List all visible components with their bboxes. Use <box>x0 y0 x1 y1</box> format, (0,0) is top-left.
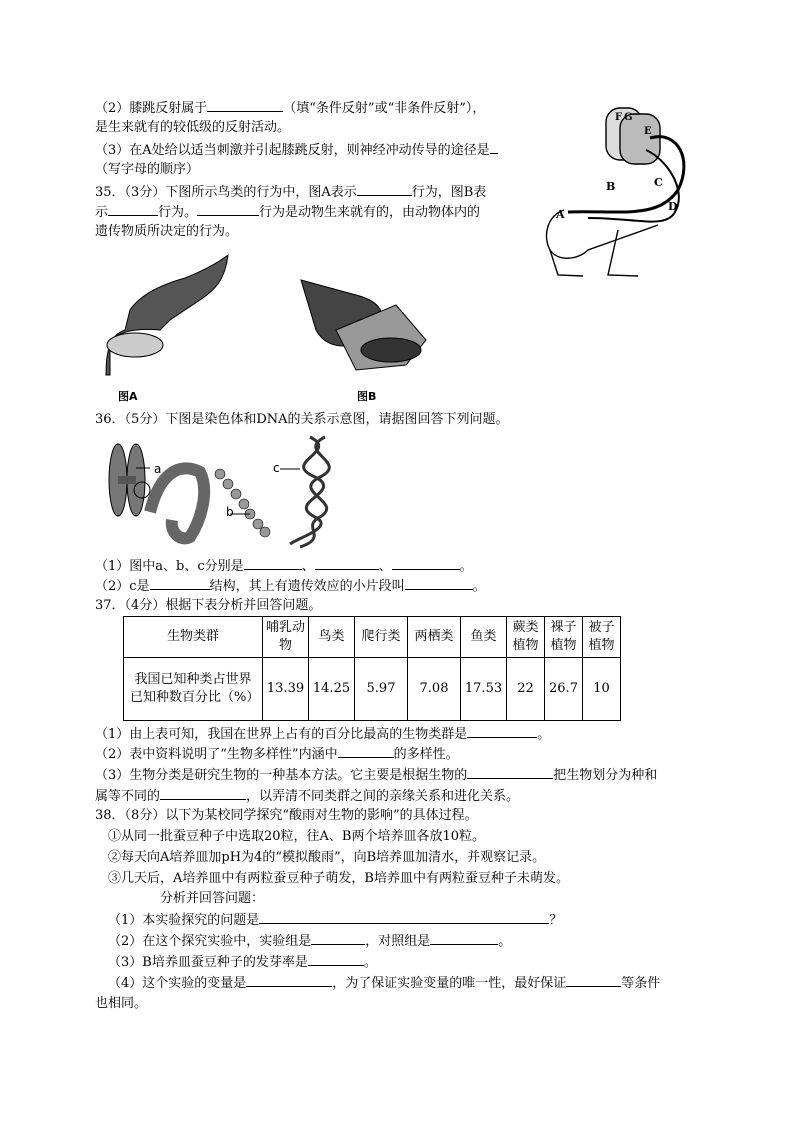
q38-q4: （4）这个实验的变量是 ，为了保证实验变量的唯一性，最好保证 等条件 <box>108 973 660 994</box>
answer-blank[interactable] <box>246 973 332 987</box>
q37-q1: （1）由上表可知，我国在世界上占有的百分比最高的生物类群是 。 <box>95 724 550 745</box>
answer-blank[interactable] <box>160 786 246 800</box>
q38-analysis: 分析并回答问题： <box>160 891 265 906</box>
q35-line-1: 35．（3分）下图所示鸟类的行为中，图A表示 行为，图B表 <box>95 182 486 203</box>
q38-q4-cont: 也相同。 <box>95 996 148 1011</box>
chromosome-dna-figure <box>100 432 345 552</box>
caption-figure-a: 图A <box>118 390 138 403</box>
q38-q3: （3）B培养皿蚕豆种子的发芽率是 。 <box>108 952 377 973</box>
q38-step-1: ①从同一批蚕豆种子中选取20粒，往A、B两个培养皿各放10粒。 <box>108 829 486 844</box>
q37-q3-cont: 属等不同的 ，以弄清不同类群之间的亲缘关系和进化关系。 <box>95 786 519 807</box>
table-cell: 我国已知种类占世界已知种数百分比（%） <box>124 658 263 721</box>
q34-line-3: 是生来就有的较低级的反射活动。 <box>95 120 291 135</box>
answer-blank[interactable] <box>490 140 498 154</box>
table-cell: 14.25 <box>309 658 355 721</box>
label-d: D <box>668 200 678 213</box>
q38-q2: （2）在这个探究实验中，实验组是 ，对照组是 。 <box>108 931 511 952</box>
label-a: A <box>556 208 565 221</box>
answer-blank[interactable] <box>405 576 473 590</box>
label-b: B <box>606 180 616 193</box>
table-cell: 10 <box>583 658 621 721</box>
q36-line-2: （1）图中a、b、c分别是 、 、 。 <box>95 556 473 577</box>
table-cell: 裸子植物 <box>545 617 583 658</box>
table-cell: 13.39 <box>263 658 309 721</box>
q38-step-3: ③几天后，A培养皿中有两粒蚕豆种子萌发，B培养皿中有两粒蚕豆种子未萌发。 <box>108 871 569 886</box>
label-a: a <box>154 462 162 476</box>
q37-line-1: 37．（4分）根据下表分析并回答问题。 <box>95 598 322 613</box>
table-cell: 被子植物 <box>583 617 621 658</box>
table-cell: 5.97 <box>355 658 408 721</box>
label-g: G <box>624 112 633 123</box>
answer-blank[interactable] <box>197 202 259 216</box>
label-c: c <box>273 461 280 475</box>
table-cell: 7.08 <box>408 658 461 721</box>
table-cell: 蕨类植物 <box>507 617 545 658</box>
table-cell: 26.7 <box>545 658 583 721</box>
answer-blank[interactable] <box>150 576 210 590</box>
answer-blank[interactable] <box>108 202 158 216</box>
table-cell: 鱼类 <box>461 617 507 658</box>
q34-line-5: （写字母的顺序） <box>95 162 200 177</box>
answer-blank[interactable] <box>392 556 460 570</box>
q37-q3: （3）生物分类是研究生物的一种基本方法。它主要是根据生物的 把生物划分为种和 <box>95 765 657 786</box>
q37-q2: （2）表中资料说明了“生物多样性”内涵中 的多样性。 <box>95 744 459 765</box>
label-f: F <box>615 112 623 123</box>
q35-line-2: 示 行为。 行为是动物生来就有的，由动物体内的 <box>95 202 480 223</box>
answer-blank[interactable] <box>244 556 302 570</box>
caption-figure-b: 图B <box>357 390 377 403</box>
answer-blank[interactable] <box>259 910 549 924</box>
answer-blank[interactable] <box>207 98 283 112</box>
label-e: E <box>644 126 652 137</box>
table-cell: 爬行类 <box>355 617 408 658</box>
table-row <box>124 658 621 721</box>
bird-figure-b <box>296 270 436 375</box>
bird-figure-a <box>100 250 235 380</box>
table-cell: 哺乳动物 <box>263 617 309 658</box>
table-cell: 生物类群 <box>124 617 263 658</box>
q38-q1: （1）本实验探究的问题是 ？ <box>108 910 562 931</box>
answer-blank[interactable] <box>338 744 394 758</box>
table-cell: 鸟类 <box>309 617 355 658</box>
answer-blank[interactable] <box>566 973 621 987</box>
q35-line-3: 遗传物质所决定的行为。 <box>95 224 239 239</box>
knee-reflex-figure <box>528 100 720 280</box>
answer-blank[interactable] <box>315 556 379 570</box>
answer-blank[interactable] <box>308 952 364 966</box>
answer-blank[interactable] <box>467 724 537 738</box>
table-cell: 22 <box>507 658 545 721</box>
biodiversity-table <box>123 616 621 721</box>
q36-line-3: （2）c是 结构，其上有遗传效应的小片段叫 。 <box>95 576 486 597</box>
q36-line-1: 36．（5分）下图是染色体和DNA的关系示意图，请据图回答下列问题。 <box>95 412 509 427</box>
q38-line-1: 38．（8分）以下为某校同学探究“酸雨对生物的影响”的具体过程。 <box>95 808 478 823</box>
q38-step-2: ②每天向A培养皿加pH为4的“模拟酸雨”，向B培养皿加清水，并观察记录。 <box>108 850 546 865</box>
label-b: b <box>226 505 234 519</box>
label-c: C <box>654 176 663 189</box>
answer-blank[interactable] <box>430 931 498 945</box>
answer-blank[interactable] <box>357 182 412 196</box>
answer-blank[interactable] <box>311 931 365 945</box>
table-cell: 两栖类 <box>408 617 461 658</box>
table-cell: 17.53 <box>461 658 507 721</box>
answer-blank[interactable] <box>467 765 553 779</box>
q34-line-2: （2）膝跳反射属于 （填“条件反射”或“非条件反射”）， <box>95 98 485 119</box>
q34-line-4: （3）在A处给以适当刺激并引起膝跳反射，则神经冲动传导的途径是 <box>95 140 498 161</box>
table-header-row <box>124 617 621 658</box>
